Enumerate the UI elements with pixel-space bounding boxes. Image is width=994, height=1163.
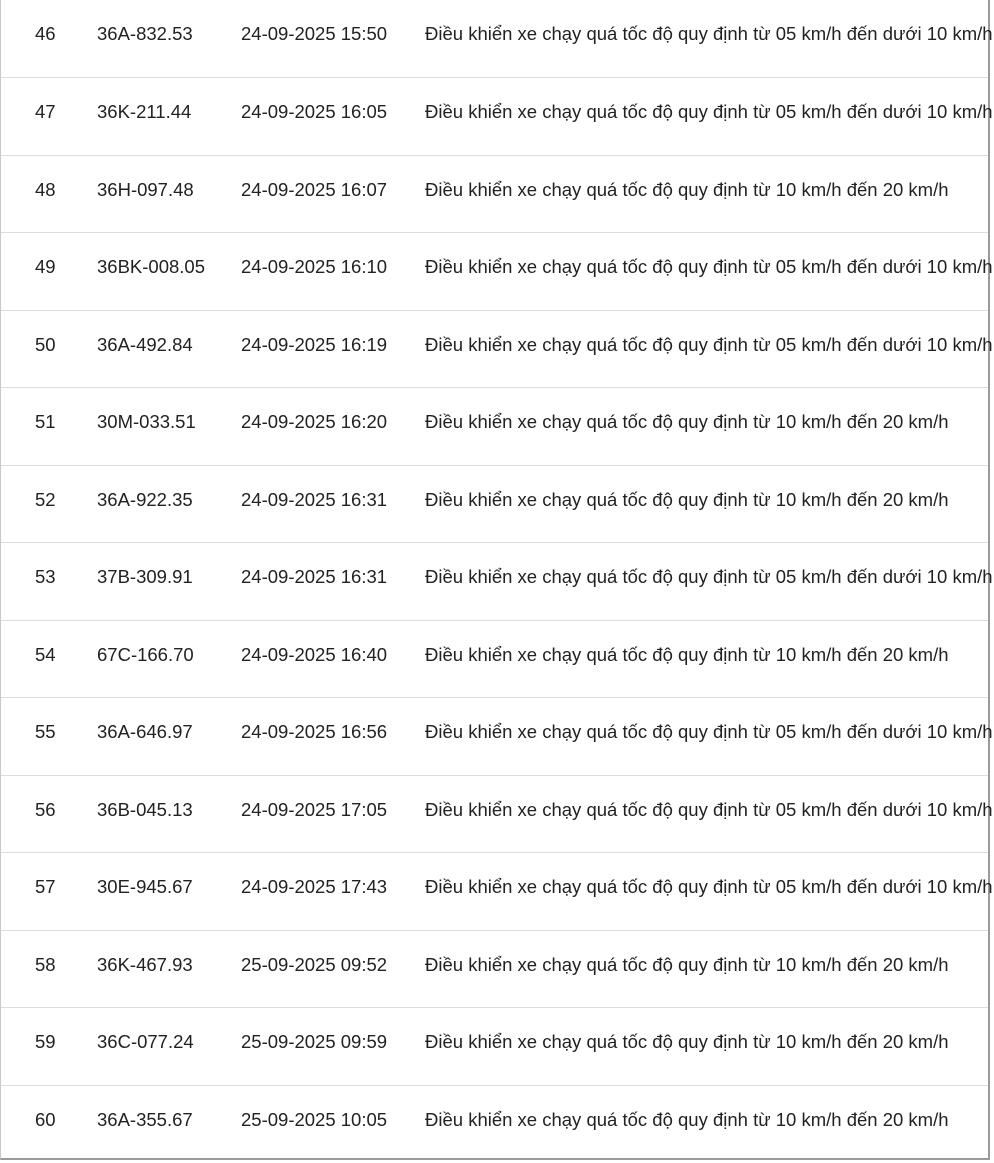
violation-description: Điều khiển xe chạy quá tốc độ quy định từ 05 km/h đến dưới 10 km/h: [411, 543, 988, 621]
violation-time: 25-09-2025 10:05: [241, 1108, 388, 1130]
violation-time: 24-09-2025 17:05: [227, 775, 411, 853]
violation-time: 24-09-2025 16:31: [227, 543, 411, 621]
table-row: [1, 930, 988, 1008]
violation-description: Điều khiển xe chạy quá tốc độ quy định từ 05 km/h đến dưới 10 km/h: [411, 0, 988, 78]
license-plate: 36H-097.48: [83, 155, 227, 233]
row-number: 60: [35, 1108, 56, 1130]
row-number: 54: [1, 620, 83, 698]
license-plate: 37B-309.91: [83, 543, 227, 621]
license-plate: 30M-033.51: [83, 388, 227, 466]
violation-description: Điều khiển xe chạy quá tốc độ quy định từ 10 km/h đến 20 km/h: [411, 388, 988, 466]
violation-time: 24-09-2025 16:20: [227, 388, 411, 466]
table-row: [1, 388, 988, 466]
violation-time: 24-09-2025 16:07: [227, 155, 411, 233]
license-plate: 30E-945.67: [83, 853, 227, 931]
violation-time: 24-09-2025 16:40: [227, 620, 411, 698]
violation-time: 24-09-2025 15:50: [227, 0, 411, 78]
violation-description: Điều khiển xe chạy quá tốc độ quy định từ 10 km/h đến 20 km/h: [425, 1108, 949, 1130]
violation-description: Điều khiển xe chạy quá tốc độ quy định từ 10 km/h đến 20 km/h: [411, 465, 988, 543]
table-row: [1, 775, 988, 853]
violation-time: 24-09-2025 16:10: [227, 233, 411, 311]
violations-table-body: [1, 0, 993, 1163]
violation-time: 24-09-2025 16:56: [227, 698, 411, 776]
row-number: 50: [1, 310, 83, 388]
license-plate: 36A-832.53: [83, 0, 227, 78]
table-row: [1, 78, 988, 156]
license-plate: 36K-467.93: [83, 930, 227, 1008]
row-number: 55: [1, 698, 83, 776]
violation-time: 25-09-2025 09:59: [227, 1008, 411, 1086]
violation-description: Điều khiển xe chạy quá tốc độ quy định từ 10 km/h đến 20 km/h: [411, 930, 988, 1008]
table-row: [1, 853, 988, 931]
violation-description: Điều khiển xe chạy quá tốc độ quy định từ 05 km/h đến dưới 10 km/h: [411, 698, 988, 776]
row-number: 48: [1, 155, 83, 233]
row-number: 53: [1, 543, 83, 621]
table-row: [1, 310, 988, 388]
table-row: [1, 0, 988, 78]
license-plate: 36B-045.13: [83, 775, 227, 853]
row-number: 58: [1, 930, 83, 1008]
table-row: [1, 233, 988, 311]
violation-description: Điều khiển xe chạy quá tốc độ quy định từ 05 km/h đến dưới 10 km/h: [411, 853, 988, 931]
row-number: 52: [1, 465, 83, 543]
row-number: 46: [1, 0, 83, 78]
violation-time: 24-09-2025 16:05: [227, 78, 411, 156]
violation-description: Điều khiển xe chạy quá tốc độ quy định từ 10 km/h đến 20 km/h: [411, 620, 988, 698]
violation-description: Điều khiển xe chạy quá tốc độ quy định từ 10 km/h đến 20 km/h: [411, 155, 988, 233]
row-number: 57: [1, 853, 83, 931]
license-plate: 36C-077.24: [83, 1008, 227, 1086]
violation-time: 24-09-2025 16:19: [227, 310, 411, 388]
violation-description: Điều khiển xe chạy quá tốc độ quy định từ 05 km/h đến dưới 10 km/h: [411, 775, 988, 853]
license-plate: 36A-922.35: [83, 465, 227, 543]
license-plate: 36BK-008.05: [83, 233, 227, 311]
table-row: [1, 698, 988, 776]
license-plate: 36A-355.67: [97, 1108, 193, 1130]
license-plate: 36A-492.84: [83, 310, 227, 388]
row-number: 59: [1, 1008, 83, 1086]
violation-description: Điều khiển xe chạy quá tốc độ quy định từ 10 km/h đến 20 km/h: [411, 1008, 988, 1086]
violations-table: [1, 0, 993, 1163]
violation-description: Điều khiển xe chạy quá tốc độ quy định từ 05 km/h đến dưới 10 km/h: [411, 233, 988, 311]
violation-time: 24-09-2025 17:43: [227, 853, 411, 931]
row-number: 49: [1, 233, 83, 311]
table-row: [1, 1008, 988, 1086]
license-plate: 67C-166.70: [83, 620, 227, 698]
row-number: 51: [1, 388, 83, 466]
violation-time: 24-09-2025 16:31: [227, 465, 411, 543]
violation-description: Điều khiển xe chạy quá tốc độ quy định từ 05 km/h đến dưới 10 km/h: [411, 310, 988, 388]
license-plate: 36K-211.44: [83, 78, 227, 156]
table-row: [1, 465, 988, 543]
row-number: 56: [1, 775, 83, 853]
table-row: [1, 543, 988, 621]
violation-description: Điều khiển xe chạy quá tốc độ quy định từ 05 km/h đến dưới 10 km/h: [411, 78, 988, 156]
table-row: [1, 620, 988, 698]
violation-time: 25-09-2025 09:52: [227, 930, 411, 1008]
license-plate: 36A-646.97: [83, 698, 227, 776]
row-number: 47: [1, 78, 83, 156]
table-row: [1, 155, 988, 233]
table-row: [1, 1085, 988, 1163]
